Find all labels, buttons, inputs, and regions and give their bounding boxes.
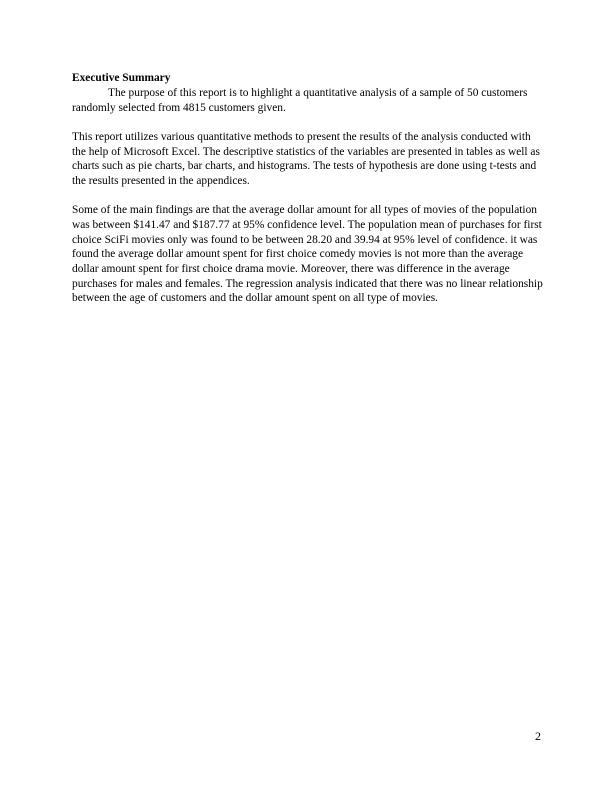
page-number: 2 [535, 729, 541, 743]
paragraph-findings: Some of the main findings are that the average dollar amount for all types of movies of the population was between $141.47 and $187.77 at 95% confidence level. The population mean of purchases for first choice SciFi movies only was found to be between 28.20 and 39.94 at 95% level of confidence. it was found the average dollar amount spent for first choice comedy movies is not more than the average dollar amount spent for first choice drama movie. Moreover, there was difference in the average purchases for males and females. The regression analysis indicated that there was no linear relationship between the age of customers and the dollar amount spent on all type of movies. [72, 204, 543, 305]
section-heading: Executive Summary [72, 72, 171, 84]
page-content [72, 71, 544, 306]
paragraph-methods: This report utilizes various quantitative methods to present the results of the analysis conducted with the help of Microsoft Excel. The descriptive statistics of the variables are presented in tables as well as charts such as pie charts, bar charts, and histograms. The tests of hypothesis are done using t-tests and the results presented in the appendices. [72, 130, 540, 188]
paragraph-purpose: The purpose of this report is to highlight a quantitative analysis of a sample of 50 customers randomly selected from 4815 customers given. [72, 87, 528, 114]
